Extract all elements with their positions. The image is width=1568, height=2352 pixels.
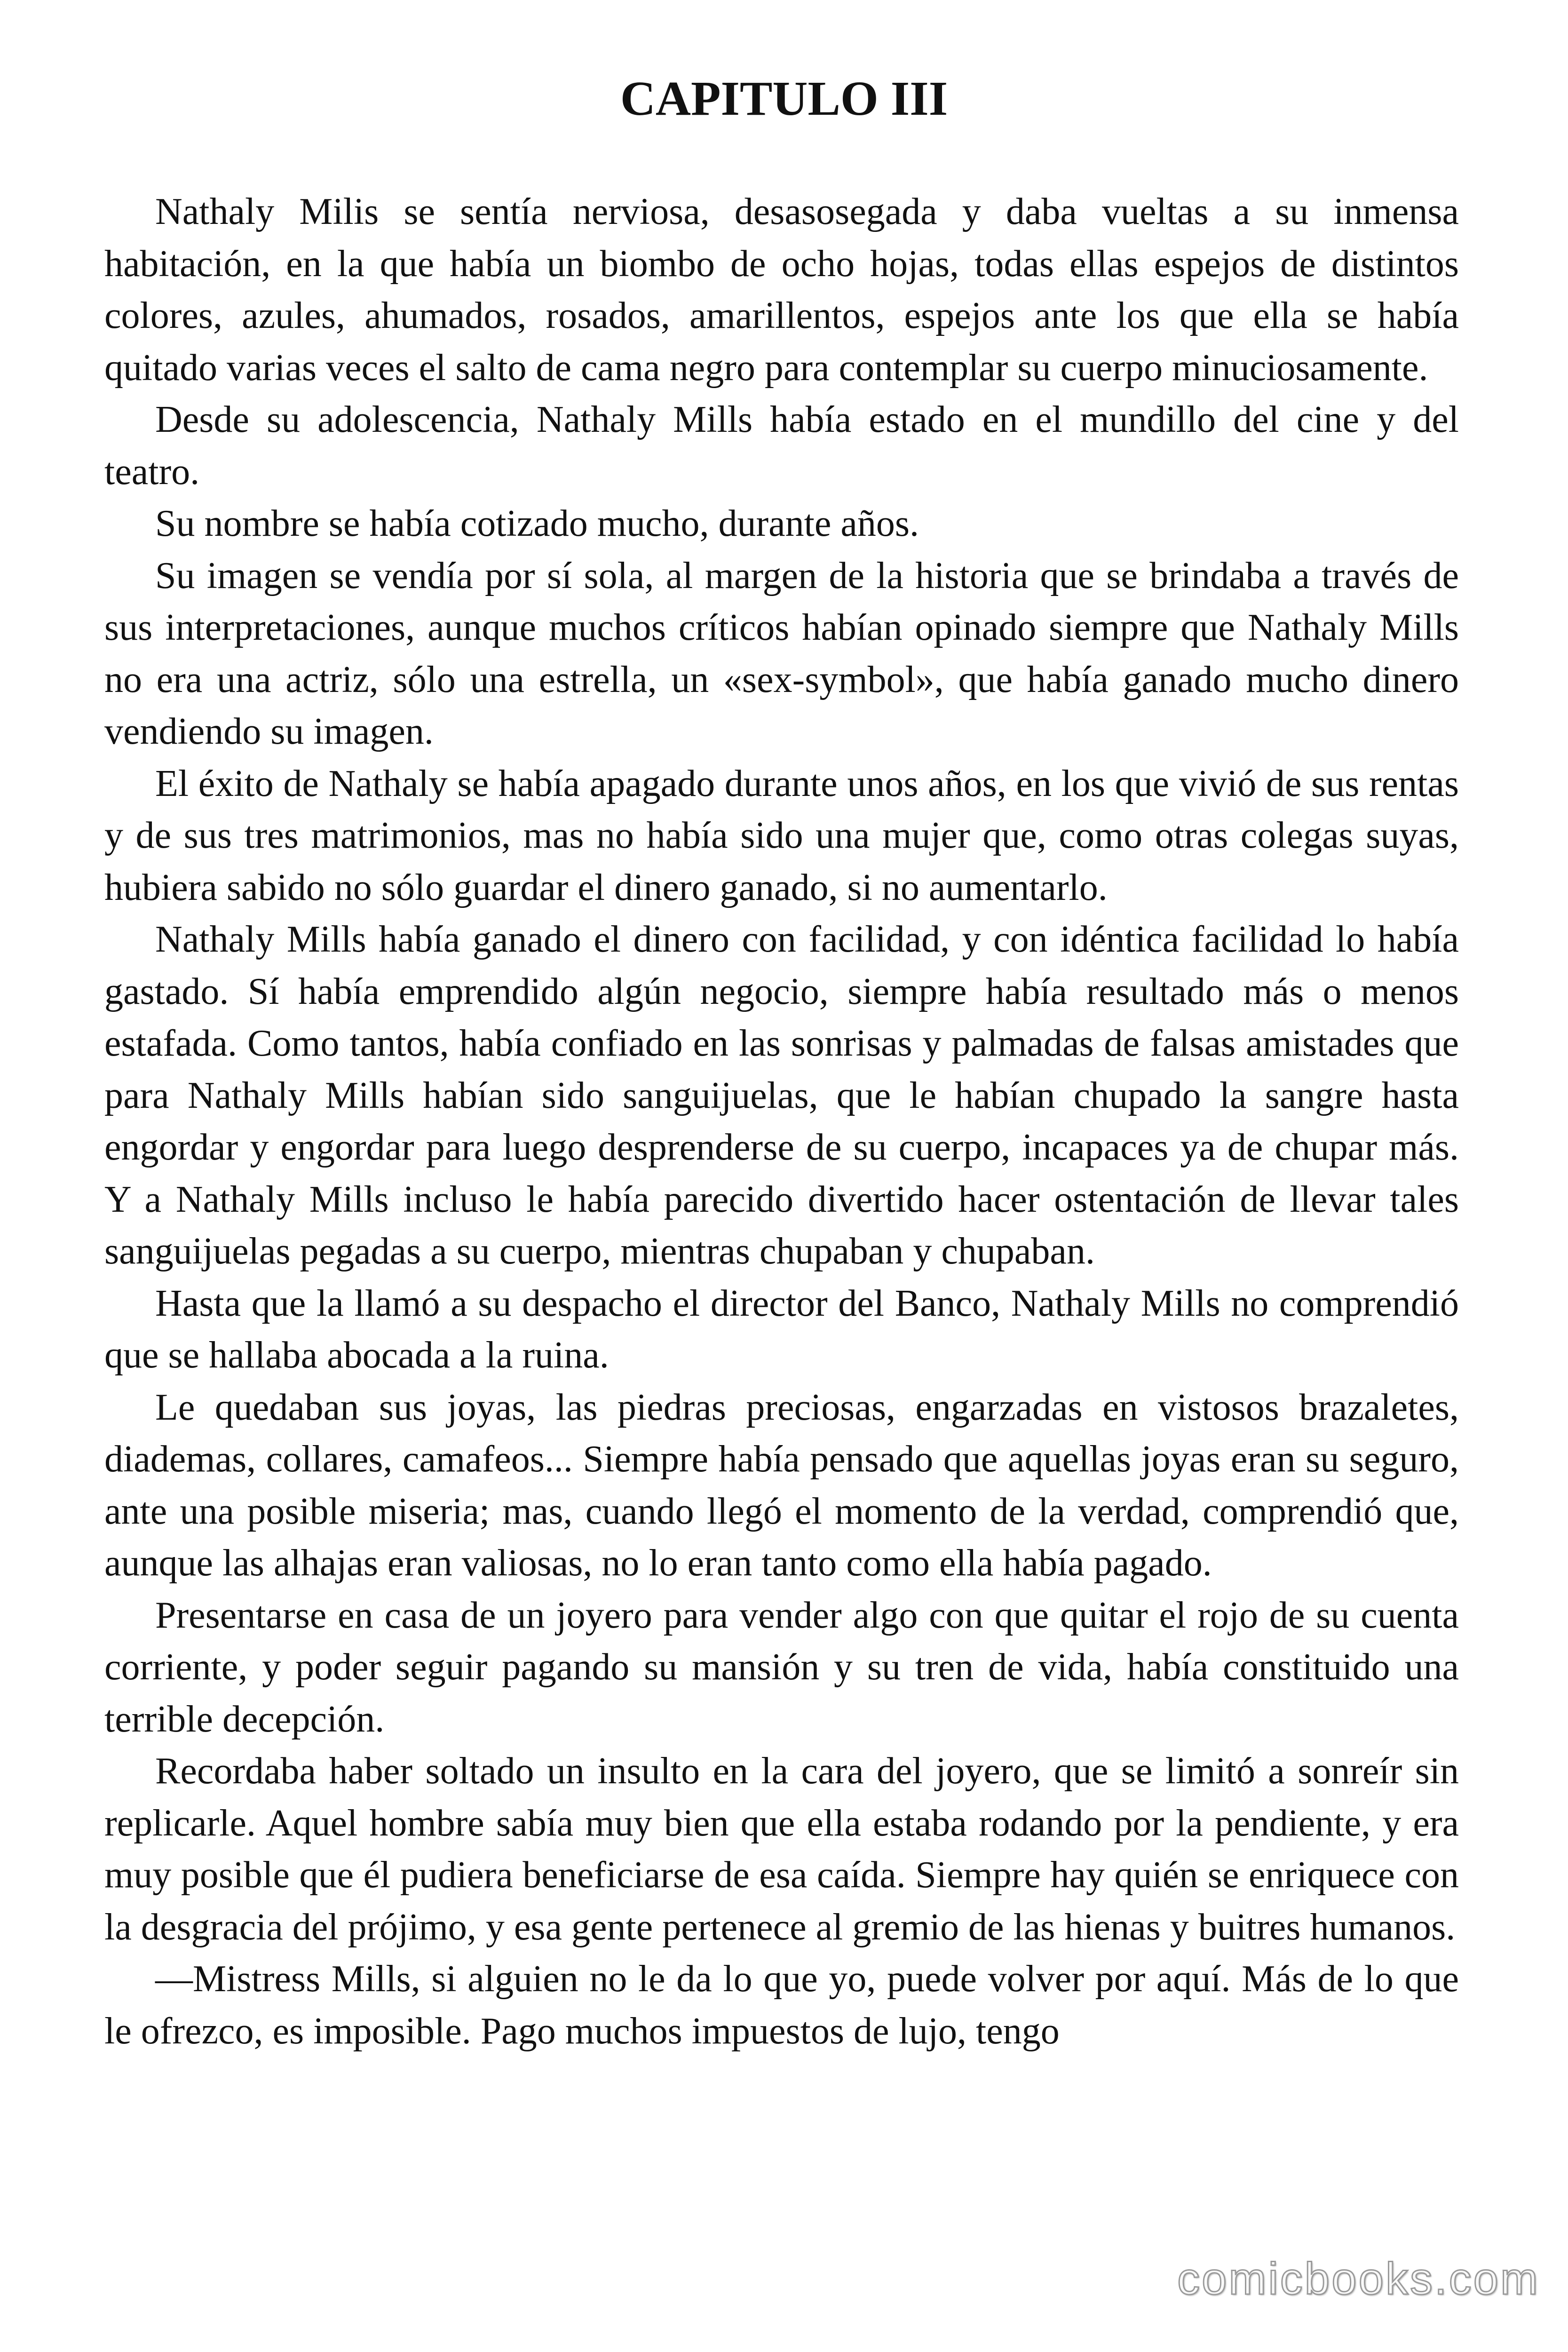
watermark: comicbooks.com bbox=[1177, 2254, 1540, 2304]
paragraph: Presentarse en casa de un joyero para vender algo con que quitar el rojo de su cuenta corriente, y poder seguir pagando su mansión y su tren de vida, había constituido una terrible decepción. bbox=[104, 1594, 1459, 1740]
chapter-title: CAPITULO III bbox=[620, 72, 948, 126]
paragraph: El éxito de Nathaly se había apagado durante unos años, en los que vivió de sus rentas y de sus tres matrimonios, mas no había sido una mujer que, como otras colegas suyas, hubiera sabido no sólo guardar el dinero ganado, si no aumentarlo. bbox=[104, 763, 1459, 908]
paragraph: —Mistress Mills, si alguien no le da lo que yo, puede volver por aquí. Más de lo que le ofrezco, es imposible. Pago muchos impuestos de lujo, tengo bbox=[104, 1958, 1459, 2052]
paragraph: Recordaba haber soltado un insulto en la cara del joyero, que se limitó a sonreír sin replicarle. Aquel hombre sabía muy bien que ella estaba rodando por la pendiente, y era muy posible que él pudiera beneficiarse de esa caída. Siempre hay quién se enriquece con la desgracia del prójimo, y esa gente pertenece al gremio de las hienas y buitres humanos. bbox=[104, 1750, 1459, 1948]
paragraph: Le quedaban sus joyas, las piedras preciosas, engarzadas en vistosos brazaletes, diademas, collares, camafeos... Siempre había pensado que aquellas joyas eran su seguro, ante una posible miseria; mas, cuando llegó el momento de la verdad, comprendió que, aunque las alhajas eran valiosas, no lo eran tanto como ella había pagado. bbox=[104, 1386, 1459, 1584]
paragraph: Su nombre se había cotizado mucho, durante años. bbox=[155, 503, 919, 544]
paragraph: Desde su adolescencia, Nathaly Mills había estado en el mundillo del cine y del teatro. bbox=[104, 399, 1459, 493]
paragraph: Nathaly Milis se sentía nerviosa, desasosegada y daba vueltas a su inmensa habitación, en la que había un biombo de ocho hojas, todas ellas espejos de distintos colores, azules, ahumados, rosados, amarillentos, espejos ante los que ella se había quitado varias veces el salto de cama negro para contemplar su cuerpo minuciosamente. bbox=[104, 191, 1459, 389]
paragraph: Su imagen se vendía por sí sola, al margen de la historia que se brindaba a través de sus interpretaciones, aunque muchos críticos habían opinado siempre que Nathaly Mills no era una actriz, sólo una estrella, un «sex-symbol», que había ganado mucho dinero vendiendo su imagen. bbox=[104, 555, 1459, 752]
paragraph: Nathaly Mills había ganado el dinero con facilidad, y con idéntica facilidad lo había gastado. Sí había emprendido algún negocio, siempre había resultado más o menos estafada. Como tantos, había confiado en las sonrisas y palmadas de falsas amistades que para Nathaly Mills habían sido sanguijuelas, que le habían chupado la sangre hasta engordar y engordar para luego desprenderse de su cuerpo, incapaces ya de chupar más. Y a Nathaly Mills incluso le había parecido divertido hacer ostentación de llevar tales sanguijuelas pegadas a su cuerpo, mientras chupaban y chupaban. bbox=[104, 919, 1459, 1272]
paragraph: Hasta que la llamó a su despacho el director del Banco, Nathaly Mills no comprendió que se hallaba abocada a la ruina. bbox=[104, 1282, 1459, 1376]
chapter-body bbox=[104, 186, 1459, 2057]
